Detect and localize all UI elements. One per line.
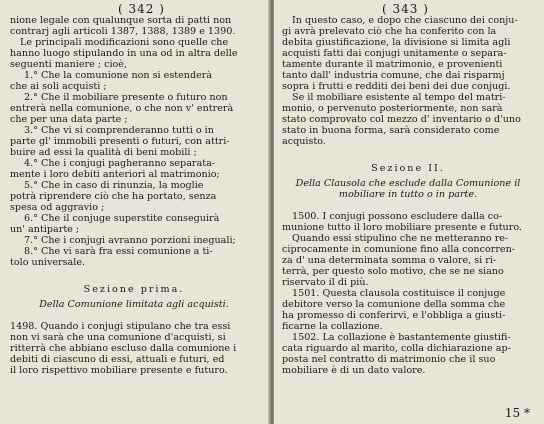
- text-line: 2.° Che il mobiliare presente o futuro non: [24, 92, 228, 103]
- page-body: [282, 15, 534, 376]
- text-line: 7.° Che i conjugi avranno porzioni ineguali;: [24, 235, 236, 246]
- article-line: terrà, per questo solo motivo, che se ne siano: [282, 266, 504, 277]
- left-page: [0, 0, 270, 424]
- article-line: ficarne la collazione.: [282, 321, 383, 332]
- text-line: tamente durante il matrimonio, e provenienti: [282, 59, 503, 70]
- section-subheading: Della Comunione limitata agli acquisti.: [39, 299, 229, 310]
- text-line: spesa od aggravio ;: [10, 202, 105, 213]
- text-line: 1.° Che la comunione non si estenderà: [24, 70, 213, 81]
- text-line: seguenti maniere ; cioè,: [10, 59, 128, 70]
- article-line: 1502. La collazione è bastantemente giustifi-: [292, 332, 511, 343]
- article-line: debitore verso la comunione della somma che: [282, 299, 506, 310]
- signature-mark: 15 *: [504, 406, 530, 420]
- article-line: ritterrà che abbiano escluso dalla comunione i: [10, 343, 237, 354]
- text-line: 6.° Che il conjuge superstite conseguirà: [24, 213, 220, 224]
- article-line: posta nel contratto di matrimonio che il suo: [282, 354, 496, 365]
- section-subheading: Della Clausola che esclude dalla Comunione il: [295, 178, 521, 189]
- text-line: che ai soli acquisti ;: [10, 81, 107, 92]
- article-line: 1500. I conjugi possono escludere dalla co-: [292, 211, 503, 222]
- article-line: Quando essi stipulino che ne metteranno re-: [292, 233, 509, 244]
- section-heading: Sezione II.: [371, 163, 445, 174]
- page-number: ( 342 ): [118, 2, 165, 16]
- article-line: debiti di ciascuno di essi, attuali e futuri, ed: [10, 354, 225, 365]
- text-line: Le principali modificazioni sono quelle che: [20, 37, 229, 48]
- text-line: 3.° Che vi si comprenderanno tutti o in: [24, 125, 214, 136]
- text-line: acquisti fatti dai conjugi unitamente o separa-: [282, 48, 507, 59]
- text-line: tanto dall' industria comune, che dai risparmj: [282, 70, 505, 81]
- text-line: tolo universale.: [10, 257, 86, 268]
- text-line: mente i loro debiti anteriori al matrimonio;: [10, 169, 220, 180]
- text-line: un' antiparte ;: [10, 224, 80, 235]
- text-line: contrarj agli articoli 1387, 1388, 1389 e 1390.: [10, 26, 236, 37]
- text-line: monio, o pervenuto posteriormente, non sarà: [282, 103, 503, 114]
- article-line: cata riguardo al marito, colla dichiarazione ap-: [282, 343, 511, 354]
- text-line: che per una data parte ;: [10, 114, 128, 125]
- text-line: 8.° Che vi sarà fra essi comunione a ti-: [24, 246, 213, 257]
- text-line: potrà riprendere ciò che ha portato, senza: [10, 191, 217, 202]
- article-line: 1498. Quando i conjugi stipulano che tra essi: [10, 321, 231, 332]
- text-line: sopra i frutti e redditi dei beni dei due conjugi.: [282, 81, 511, 92]
- section-heading: Sezione prima.: [83, 284, 185, 295]
- section-subheading: mobiliare in tutto o in parte.: [338, 189, 478, 200]
- article-line: 1501. Questa clausola costituisce il conjuge: [292, 288, 506, 299]
- article-line: ciprocamente in comunione fino alla concorren-: [282, 244, 515, 255]
- text-line: hanno luogo stipulando in una od in altra delle: [10, 48, 238, 59]
- article-line: il loro rispettivo mobiliare presente e futuro.: [10, 365, 228, 376]
- article-line: mobiliare è di un dato valore.: [282, 365, 426, 376]
- text-line: 4.° Che i conjugi pagheranno separata-: [24, 158, 216, 169]
- text-line: buire ad essi la qualità di beni mobili ;: [10, 147, 197, 158]
- article-line: ha promesso di conferirvi, e l'obbliga a giusti-: [282, 310, 506, 321]
- text-line: debita giustificazione, la divisione si limita agli: [282, 37, 511, 48]
- text-line: stato in buona forma, sarà considerato come: [282, 125, 500, 136]
- article-line: munione tutto il loro mobiliare presente e futuro.: [282, 222, 522, 233]
- page-body: [10, 15, 258, 376]
- article-line: riservato il di più.: [282, 277, 369, 288]
- article-line: non vi sarà che una comunione d'acquisti, si: [10, 332, 226, 343]
- text-line: stato comprovato col mezzo d' inventario o d'uno: [282, 114, 521, 125]
- text-line: nione legale con qualunque sorta di patti non: [10, 15, 232, 26]
- text-line: acquisto.: [282, 136, 326, 147]
- text-line: Se il mobiliare esistente al tempo del matri-: [292, 92, 506, 103]
- page-number: ( 343 ): [382, 2, 429, 16]
- right-page: [274, 0, 544, 424]
- text-line: In questo caso, e dopo che ciascuno dei conju-: [292, 15, 518, 26]
- text-line: gi avrà prelevato ciò che ha conferito con la: [282, 26, 497, 37]
- text-line: 5.° Che in caso di rinunzia, la moglie: [24, 180, 204, 191]
- article-line: za d' una determinata somma o valore, si ri-: [282, 255, 497, 266]
- text-line: entrerà nella comunione, o che non v' entrerà: [10, 103, 234, 114]
- text-line: parte gl' immobili presenti o futuri, con attri-: [10, 136, 230, 147]
